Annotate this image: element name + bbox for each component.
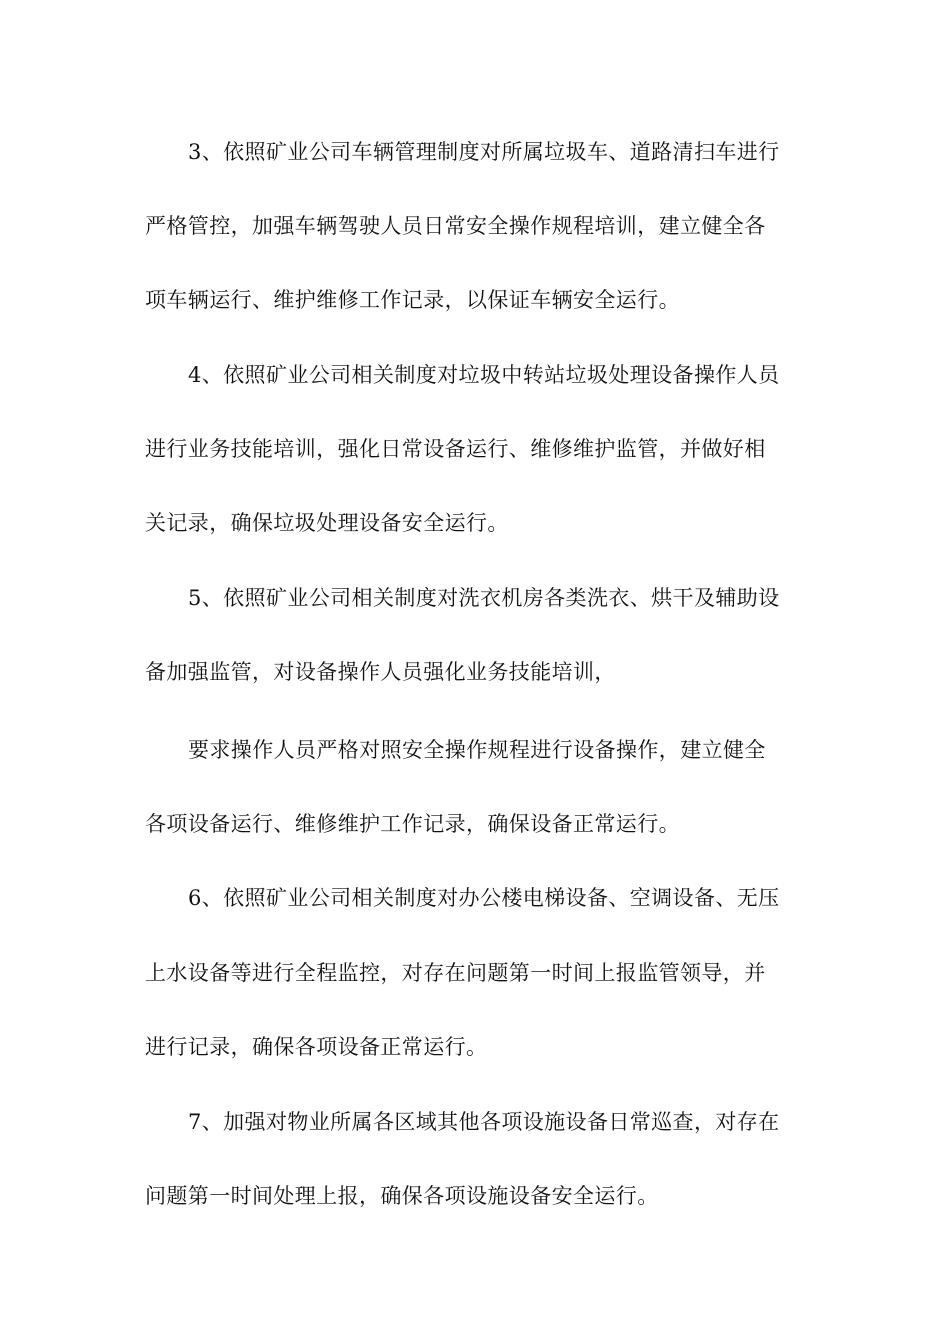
paragraph-4-line-1: 4、依照矿业公司相关制度对垃圾中转站垃圾处理设备操作人员 <box>188 363 780 387</box>
paragraph-5-line-2: 备加强监管，对设备操作人员强化业务技能培训， <box>145 660 616 684</box>
paragraph-6-line-2: 上水设备等进行全程监控，对存在问题第一时间上报监管领导，并 <box>145 961 766 985</box>
paragraph-7-line-1: 7、加强对物业所属各区域其他各项设施设备日常巡查，对存在 <box>188 1110 780 1134</box>
paragraph-3-line-3: 项车辆运行、维护维修工作记录，以保证车辆安全运行。 <box>145 288 680 312</box>
paragraph-3-line-1: 3、依照矿业公司车辆管理制度对所属垃圾车、道路清扫车进行 <box>188 140 780 164</box>
paragraph-5-line-1: 5、依照矿业公司相关制度对洗衣机房各类洗衣、烘干及辅助设 <box>188 586 780 610</box>
paragraph-5b-line-1: 要求操作人员严格对照安全操作规程进行设备操作，建立健全 <box>188 738 766 762</box>
paragraph-3-line-2: 严格管控，加强车辆驾驶人员日常安全操作规程培训，建立健全各 <box>145 214 766 238</box>
paragraph-6-line-1: 6、依照矿业公司相关制度对办公楼电梯设备、空调设备、无压 <box>188 886 780 910</box>
paragraph-4-line-3: 关记录，确保垃圾处理设备安全运行。 <box>145 511 509 535</box>
paragraph-4-line-2: 进行业务技能培训，强化日常设备运行、维修维护监管，并做好相 <box>145 437 766 461</box>
paragraph-6-line-3: 进行记录，确保各项设备正常运行。 <box>145 1035 488 1059</box>
paragraph-7-line-2: 问题第一时间处理上报，确保各项设施设备安全运行。 <box>145 1184 659 1208</box>
paragraph-5b-line-2: 各项设备运行、维修维护工作记录，确保设备正常运行。 <box>145 812 680 836</box>
